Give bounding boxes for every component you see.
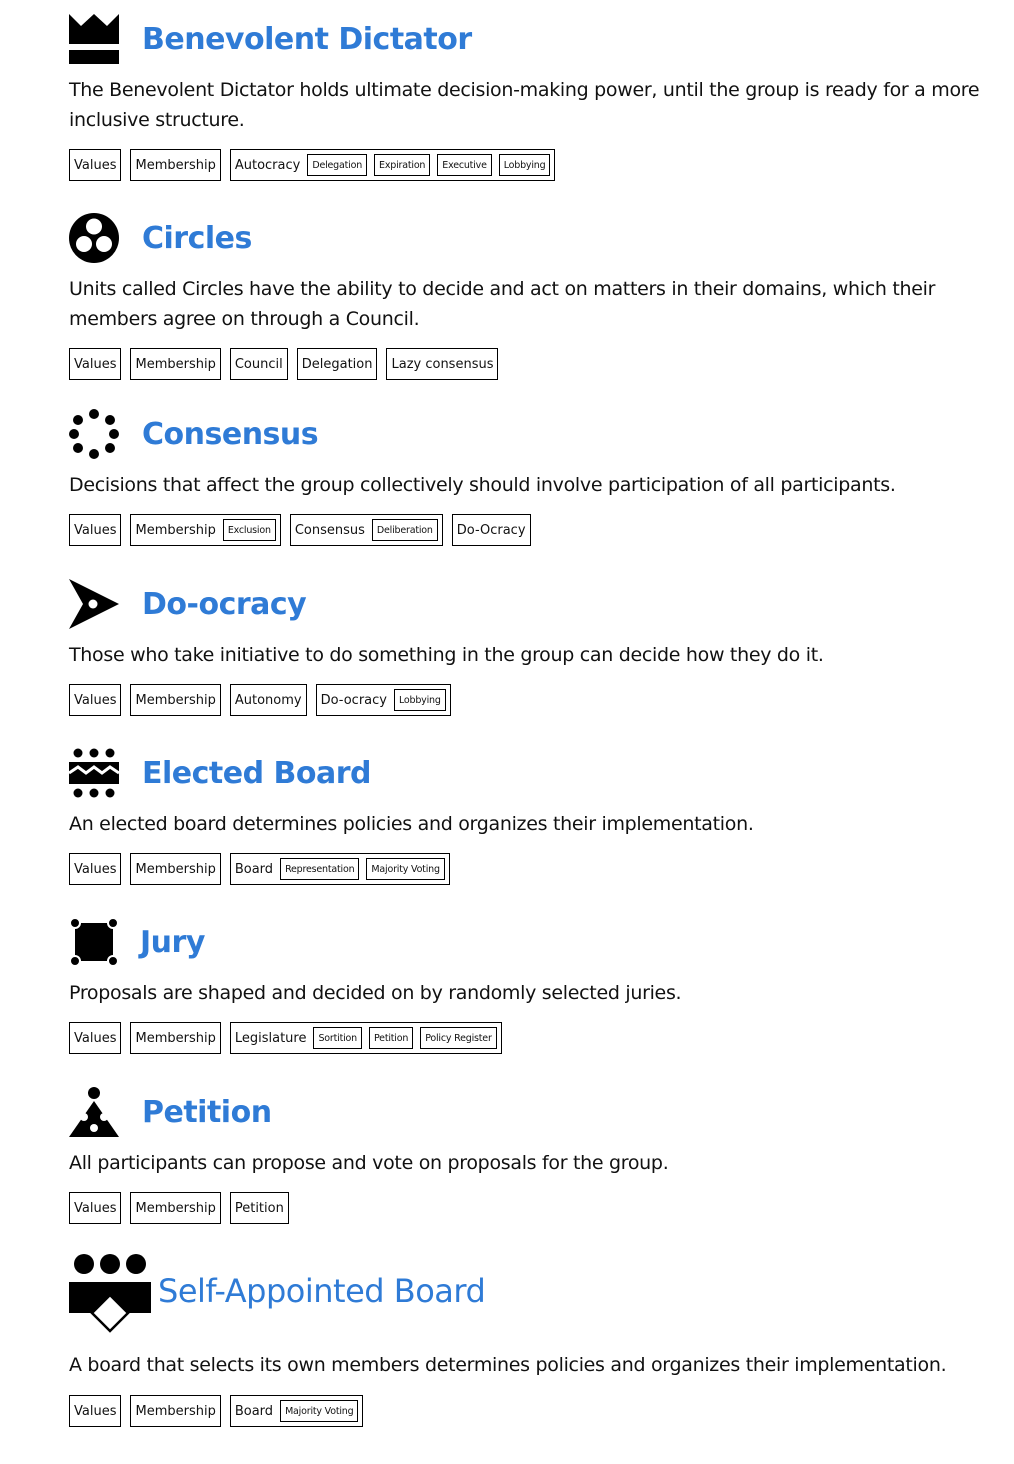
module-title-link[interactable]: Do-ocracy bbox=[142, 587, 307, 622]
tag-membership[interactable]: Membership bbox=[130, 348, 220, 380]
subtag-executive[interactable]: Executive bbox=[437, 154, 491, 176]
module-tags bbox=[69, 684, 460, 716]
module-description: An elected board determines policies and organizes their implementation. bbox=[69, 813, 754, 835]
module-title-link[interactable]: Circles bbox=[142, 221, 252, 256]
tag-autonomy[interactable]: Autonomy bbox=[230, 684, 307, 716]
tag-values[interactable]: Values bbox=[69, 1395, 121, 1427]
consensus-dots-icon bbox=[69, 409, 119, 459]
subtag-representation[interactable]: Representation bbox=[280, 858, 359, 880]
tag-delegation[interactable]: Delegation bbox=[297, 348, 378, 380]
subtag-lobbying[interactable]: Lobbying bbox=[394, 689, 446, 711]
module-description: Units called Circles have the ability to decide and act on matters in their domains, which their members agree on through a Council. bbox=[69, 278, 936, 330]
module-tags bbox=[69, 149, 564, 181]
module-tags bbox=[69, 1022, 511, 1054]
tag-membership[interactable]: Membership bbox=[130, 1022, 220, 1054]
elected-board-icon bbox=[69, 748, 119, 798]
module-do-ocracy bbox=[69, 579, 999, 721]
tag-board[interactable]: Board Majority Voting bbox=[230, 1395, 364, 1427]
module-tags bbox=[69, 853, 459, 885]
module-description: A board that selects its own members determines policies and organizes their implementation. bbox=[69, 1354, 947, 1376]
subtag-deliberation[interactable]: Deliberation bbox=[372, 519, 438, 541]
module-consensus bbox=[69, 409, 999, 551]
tag-consensus[interactable]: Consensus Deliberation bbox=[290, 514, 443, 546]
tag-values[interactable]: Values bbox=[69, 1022, 121, 1054]
do-ocracy-arrow-icon bbox=[69, 579, 119, 629]
petition-icon bbox=[69, 1087, 119, 1137]
module-description: Proposals are shaped and decided on by randomly selected juries. bbox=[69, 982, 682, 1004]
subtag-petition[interactable]: Petition bbox=[369, 1027, 413, 1049]
module-title-link[interactable]: Jury bbox=[140, 925, 205, 960]
tag-membership[interactable]: Membership bbox=[130, 684, 220, 716]
subtag-sortition[interactable]: Sortition bbox=[313, 1027, 362, 1049]
tag-do-ocracy[interactable]: Do-ocracy Lobbying bbox=[316, 684, 451, 716]
self-appointed-board-icon bbox=[69, 1253, 151, 1335]
tag-petition[interactable]: Petition bbox=[230, 1192, 289, 1224]
tag-membership[interactable]: Membership Exclusion bbox=[130, 514, 280, 546]
module-jury bbox=[69, 917, 999, 1059]
subtag-expiration[interactable]: Expiration bbox=[374, 154, 430, 176]
tag-board[interactable]: Board Representation Majority Voting bbox=[230, 853, 450, 885]
tag-council[interactable]: Council bbox=[230, 348, 288, 380]
module-description: Decisions that affect the group collectively should involve participation of all participants. bbox=[69, 474, 896, 496]
module-title-link[interactable]: Petition bbox=[142, 1095, 272, 1130]
module-benevolent-dictator bbox=[69, 14, 999, 186]
subtag-policy-register[interactable]: Policy Register bbox=[420, 1027, 496, 1049]
subtag-majority-voting[interactable]: Majority Voting bbox=[366, 858, 444, 880]
subtag-lobbying[interactable]: Lobbying bbox=[499, 154, 551, 176]
tag-values[interactable]: Values bbox=[69, 1192, 121, 1224]
module-elected-board bbox=[69, 748, 999, 890]
module-circles bbox=[69, 213, 999, 383]
subtag-exclusion[interactable]: Exclusion bbox=[223, 519, 276, 541]
crown-icon bbox=[69, 14, 119, 64]
jury-icon bbox=[69, 917, 119, 967]
module-petition bbox=[69, 1087, 999, 1227]
tag-do-ocracy[interactable]: Do-Ocracy bbox=[452, 514, 531, 546]
module-tags bbox=[69, 348, 507, 380]
module-tags bbox=[69, 1192, 298, 1224]
tag-membership[interactable]: Membership bbox=[130, 1395, 220, 1427]
module-title-link[interactable]: Benevolent Dictator bbox=[142, 22, 472, 57]
module-title-link[interactable]: Self-Appointed Board bbox=[158, 1272, 486, 1310]
tag-membership[interactable]: Membership bbox=[130, 1192, 220, 1224]
module-title-link[interactable]: Consensus bbox=[142, 417, 319, 452]
module-description: Those who take initiative to do something in the group can decide how they do it. bbox=[69, 644, 824, 666]
subtag-delegation[interactable]: Delegation bbox=[307, 154, 367, 176]
tag-values[interactable]: Values bbox=[69, 853, 121, 885]
module-self-appointed-board bbox=[69, 1253, 999, 1433]
module-description: All participants can propose and vote on proposals for the group. bbox=[69, 1152, 669, 1174]
tag-values[interactable]: Values bbox=[69, 149, 121, 181]
tag-values[interactable]: Values bbox=[69, 348, 121, 380]
tag-autocracy[interactable]: Autocracy Delegation Expiration Executive Lobbying bbox=[230, 149, 556, 181]
module-tags bbox=[69, 514, 540, 546]
tag-legislature[interactable]: Legislature Sortition Petition Policy Register bbox=[230, 1022, 502, 1054]
module-tags bbox=[69, 1395, 372, 1427]
tag-membership[interactable]: Membership bbox=[130, 853, 220, 885]
tag-values[interactable]: Values bbox=[69, 514, 121, 546]
module-description: The Benevolent Dictator holds ultimate decision-making power, until the group is ready for a more inclusive structure. bbox=[69, 79, 980, 131]
module-title-link[interactable]: Elected Board bbox=[142, 756, 372, 791]
subtag-majority-voting[interactable]: Majority Voting bbox=[280, 1400, 358, 1422]
tag-membership[interactable]: Membership bbox=[130, 149, 220, 181]
tag-values[interactable]: Values bbox=[69, 684, 121, 716]
circles-icon bbox=[69, 213, 119, 263]
tag-lazy-consensus[interactable]: Lazy consensus bbox=[386, 348, 498, 380]
